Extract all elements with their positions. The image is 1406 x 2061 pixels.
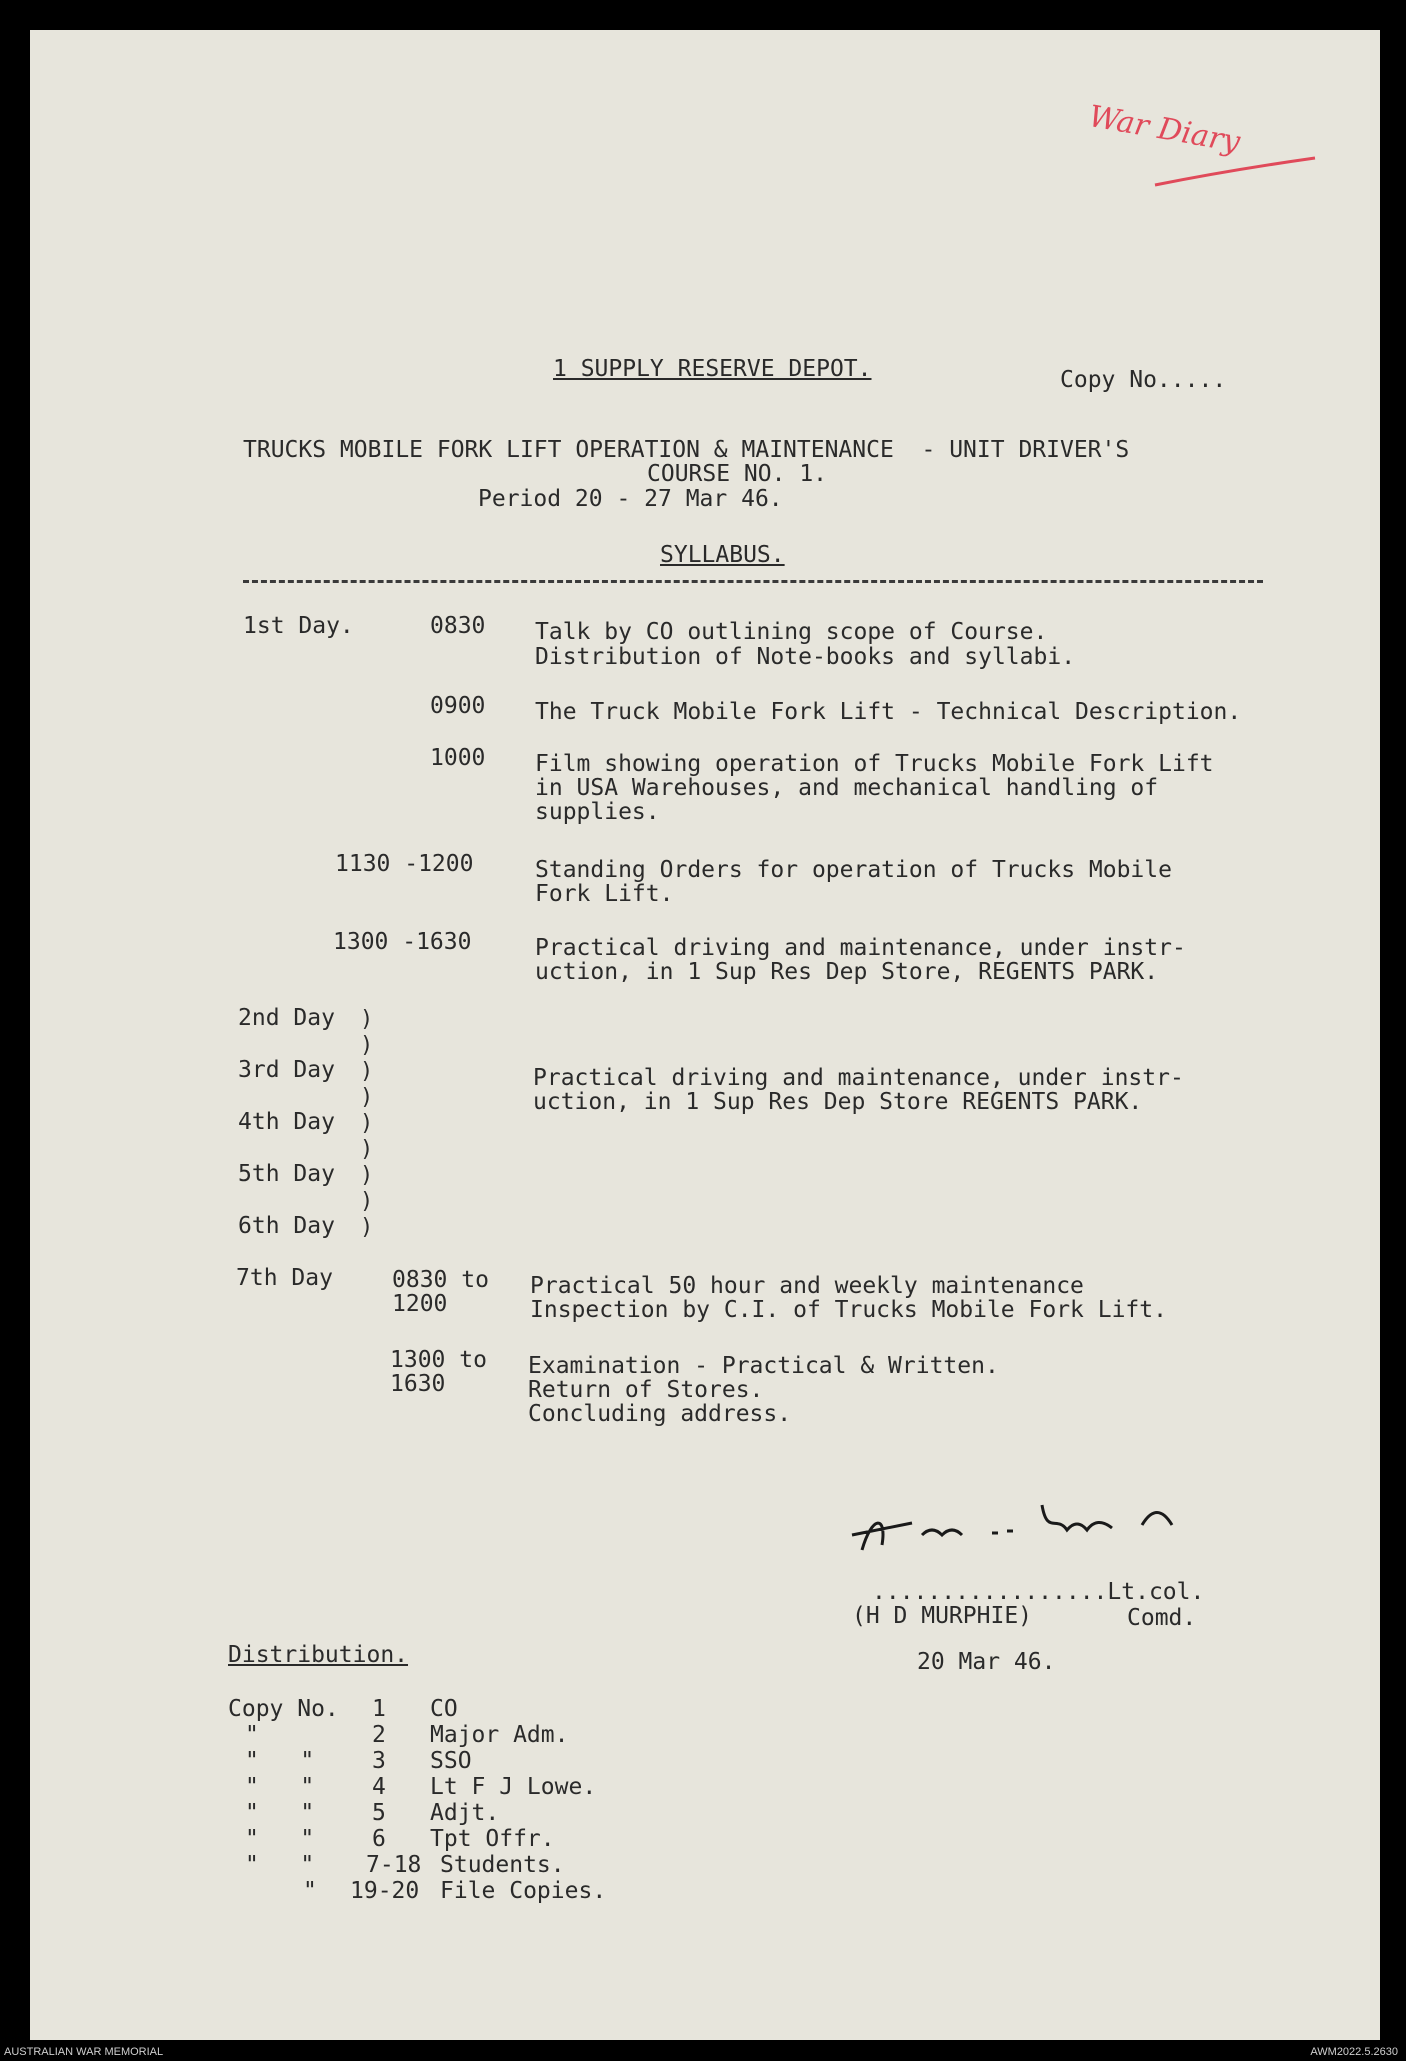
annotation-underline [1150, 150, 1320, 190]
distribution-copy: 5 [372, 1800, 386, 1826]
distribution-prefix: " " [245, 1800, 315, 1826]
distribution-copy: 19-20 [350, 1878, 420, 1904]
unit-title: 1 SUPPLY RESERVE DEPOT. [553, 356, 872, 382]
document-date: 20 Mar 46. [917, 1649, 1056, 1675]
day-label: 5th Day [238, 1161, 335, 1187]
svg-text:): ) [360, 1189, 374, 1214]
time-slot: 1630 [390, 1371, 446, 1397]
distribution-prefix: " [245, 1722, 259, 1748]
distribution-prefix: " [303, 1878, 317, 1904]
distribution-copy: 7-18 [366, 1852, 422, 1878]
course-title-line1: TRUCKS MOBILE FORK LIFT OPERATION & MAINTENANCE - UNIT DRIVER'S [243, 437, 1130, 463]
day-7-label: 7th Day [236, 1265, 333, 1291]
activity-line: Practical 50 hour and weekly maintenance [530, 1273, 1084, 1299]
activity-line: Practical driving and maintenance, under instr- [535, 935, 1186, 961]
svg-text:): ) [360, 1137, 374, 1162]
svg-text:): ) [360, 1111, 374, 1136]
header-divider [243, 580, 1263, 583]
time-slot: 0900 [430, 693, 486, 719]
distribution-prefix: " " [245, 1748, 315, 1774]
activity-line: Inspection by C.I. of Trucks Mobile Fork Lift. [530, 1297, 1167, 1323]
activity-line: in USA Warehouses, and mechanical handling of [535, 775, 1159, 801]
distribution-prefix: Copy No. [228, 1696, 339, 1722]
distribution-recipient: SSO [430, 1748, 472, 1774]
time-slot: 1300 to [390, 1347, 487, 1373]
time-slot: 1200 [392, 1291, 448, 1317]
war-diary-annotation: War Diary [1086, 98, 1243, 161]
activity-line: uction, in 1 Sup Res Dep Store, REGENTS PARK. [535, 959, 1159, 985]
activity-line: Distribution of Note-books and syllabi. [535, 644, 1076, 670]
distribution-recipient: CO [430, 1696, 458, 1722]
day-1-label: 1st Day. [243, 613, 354, 639]
time-slot: 1130 -1200 [335, 851, 474, 877]
svg-text:): ) [360, 1007, 374, 1032]
distribution-prefix: " " [245, 1826, 315, 1852]
time-slot: 1000 [430, 745, 486, 771]
distribution-copy: 2 [372, 1722, 386, 1748]
svg-text:): ) [360, 1215, 374, 1240]
distribution-recipient: File Copies. [440, 1878, 607, 1904]
time-slot: 1300 -1630 [333, 929, 472, 955]
time-slot: 0830 to [392, 1267, 489, 1293]
activity-line: The Truck Mobile Fork Lift - Technical Description. [535, 699, 1242, 725]
signature-scrawl [842, 1495, 1262, 1565]
activity-line: Talk by CO outlining scope of Course. [535, 619, 1048, 645]
archive-credit: AUSTRALIAN WAR MEMORIAL [4, 2046, 164, 2058]
distribution-prefix: " " [245, 1852, 315, 1878]
distribution-recipient: Major Adm. [430, 1722, 569, 1748]
activity-line: supplies. [535, 799, 660, 825]
activity-line: Standing Orders for operation of Trucks Mobile [535, 857, 1172, 883]
distribution-copy: 4 [372, 1774, 386, 1800]
distribution-prefix: " " [245, 1774, 315, 1800]
activity-line: Return of Stores. [528, 1377, 764, 1403]
signatory-rank: Comd. [1127, 1605, 1197, 1631]
distribution-recipient: Adjt. [430, 1800, 500, 1826]
day-bracket [356, 1004, 380, 1244]
activity-line: Concluding address. [528, 1401, 792, 1427]
activity-line: Film showing operation of Trucks Mobile Fork Lift [535, 751, 1214, 777]
distribution-recipient: Students. [440, 1852, 565, 1878]
document-page [30, 30, 1380, 2040]
activity-line: uction, in 1 Sup Res Dep Store REGENTS PARK. [533, 1089, 1143, 1115]
day-label: 6th Day [238, 1213, 335, 1239]
signatory-name: (H D MURPHIE) [852, 1603, 1033, 1629]
time-slot: 0830 [430, 613, 486, 639]
svg-text:): ) [360, 1085, 374, 1110]
day-label: 4th Day [238, 1109, 335, 1135]
course-title-line2: COURSE NO. 1. [647, 461, 828, 487]
distribution-recipient: Tpt Offr. [430, 1826, 555, 1852]
svg-text:): ) [360, 1163, 374, 1188]
copy-number: Copy No..... [1060, 367, 1227, 393]
activity-line: Examination - Practical & Written. [528, 1353, 999, 1379]
archive-reference: AWM2022.5.2630 [1310, 2046, 1398, 2058]
activity-line: Practical driving and maintenance, under instr- [533, 1065, 1184, 1091]
course-period: Period 20 - 27 Mar 46. [478, 486, 783, 512]
distribution-copy: 1 [372, 1696, 386, 1722]
day-label: 3rd Day [238, 1057, 335, 1083]
distribution-copy: 6 [372, 1826, 386, 1852]
svg-text:): ) [360, 1033, 374, 1058]
svg-text:): ) [360, 1059, 374, 1084]
distribution-copy: 3 [372, 1748, 386, 1774]
syllabus-heading: SYLLABUS. [660, 542, 785, 568]
day-label: 2nd Day [238, 1005, 335, 1031]
activity-line: Fork Lift. [535, 881, 674, 907]
distribution-recipient: Lt F J Lowe. [430, 1774, 597, 1800]
signature-line: .................Lt.col. [872, 1579, 1205, 1605]
distribution-heading: Distribution. [228, 1642, 409, 1668]
